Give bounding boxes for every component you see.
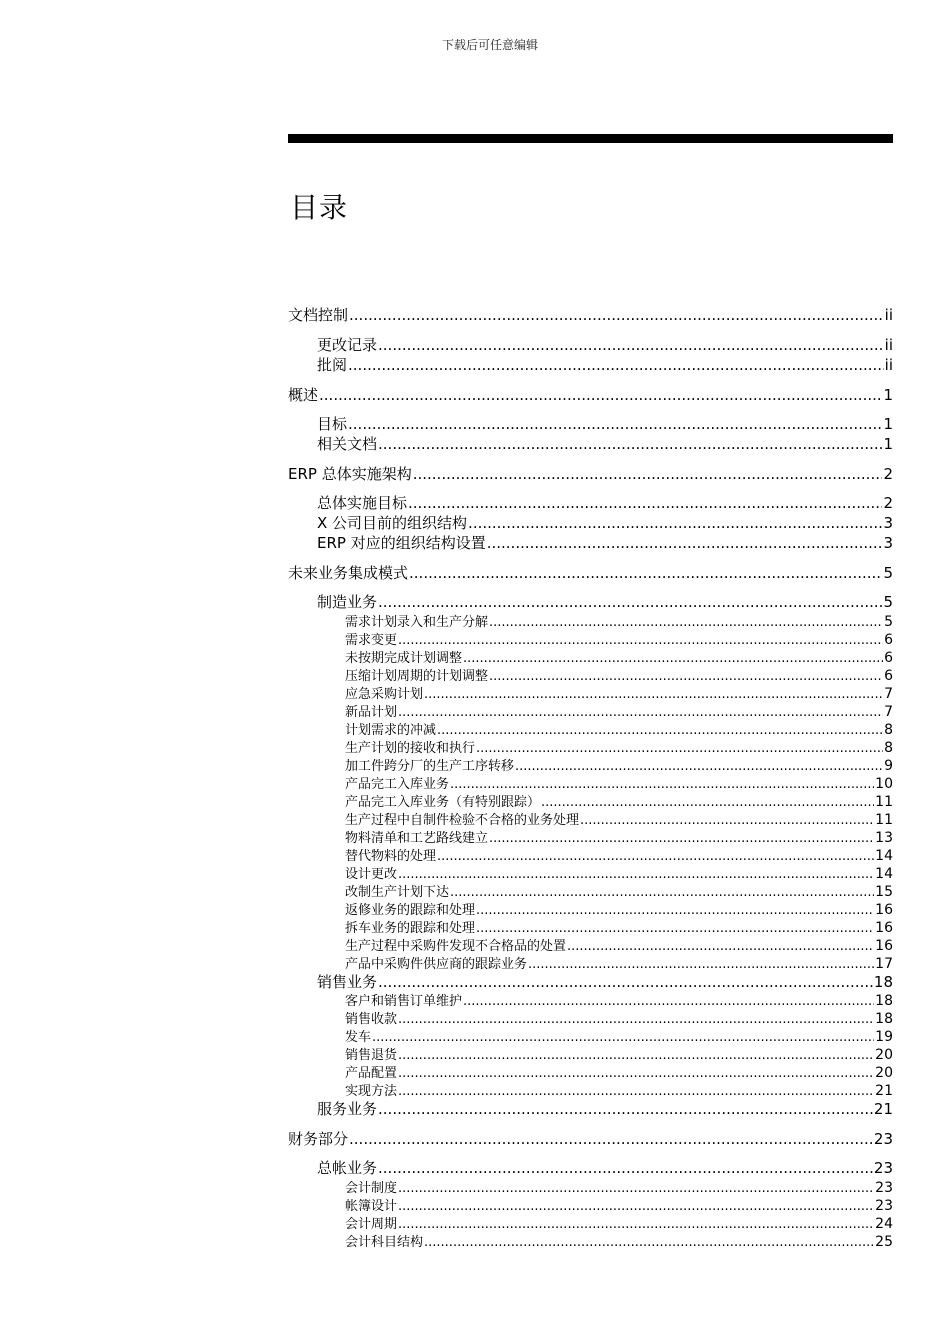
- toc-entry[interactable]: [288, 701, 893, 720]
- toc-dot-leader: [476, 741, 883, 756]
- toc-dot-leader: [567, 939, 874, 954]
- toc-entry-label: 文档控制: [288, 306, 349, 324]
- toc-entry[interactable]: [288, 827, 893, 846]
- toc-entry-label: 改制生产计划下达: [345, 885, 450, 900]
- toc-entry[interactable]: [288, 899, 893, 918]
- toc-entry[interactable]: [288, 1128, 893, 1149]
- toc-entry-page: 11: [875, 812, 893, 828]
- toc-entry-label: 产品完工入库业务（有特别跟踪）: [345, 795, 541, 810]
- toc-entry[interactable]: [288, 863, 893, 882]
- toc-dot-leader: [378, 1159, 873, 1177]
- toc-entry[interactable]: [288, 512, 893, 533]
- toc-dot-leader: [398, 1066, 874, 1081]
- title-rule: [288, 134, 893, 143]
- toc-entry-page: 13: [875, 830, 893, 846]
- toc-entry-label: 返修业务的跟踪和处理: [345, 903, 476, 918]
- toc-dot-leader: [378, 593, 882, 611]
- toc-entry[interactable]: [288, 334, 893, 355]
- toc-entry-page: 21: [873, 1100, 893, 1118]
- toc-entry-label: 销售业务: [317, 973, 378, 991]
- toc-entry-page: 2: [883, 494, 893, 512]
- toc-entry-label: 生产过程中采购件发现不合格品的处置: [345, 939, 567, 954]
- toc-entry-label: 压缩计划周期的计划调整: [345, 669, 489, 684]
- toc-dot-leader: [515, 759, 883, 774]
- toc-entry[interactable]: [288, 971, 893, 992]
- toc-entry-page: 18: [873, 973, 893, 991]
- toc-entry[interactable]: [288, 683, 893, 702]
- toc-entry-page: 3: [883, 534, 893, 552]
- toc-entry[interactable]: [288, 1062, 893, 1081]
- toc-entry[interactable]: [288, 629, 893, 648]
- toc-entry-page: 1: [883, 435, 893, 453]
- toc-entry-page: 8: [884, 740, 893, 756]
- toc-entry-label: 会计周期: [345, 1217, 398, 1232]
- toc-entry-label: 生产计划的接收和执行: [345, 741, 476, 756]
- toc-entry[interactable]: [288, 1026, 893, 1045]
- toc-entry-label: 客户和销售订单维护: [345, 994, 463, 1009]
- toc-dot-leader: [378, 1100, 873, 1118]
- toc-entry[interactable]: [288, 1098, 893, 1119]
- toc-entry-label: 总体实施目标: [317, 494, 408, 512]
- toc-dot-leader: [348, 415, 882, 433]
- toc-entry[interactable]: [288, 719, 893, 738]
- toc-entry-label: ERP 总体实施架构: [288, 465, 412, 483]
- toc-entry-label: 更改记录: [317, 336, 378, 354]
- toc-entry[interactable]: [288, 791, 893, 810]
- toc-entry[interactable]: [288, 773, 893, 792]
- toc-dot-leader: [489, 669, 883, 684]
- toc-entry-label: 应急采购计划: [345, 687, 424, 702]
- toc-dot-leader: [437, 849, 874, 864]
- toc-entry[interactable]: [288, 1177, 893, 1196]
- toc-dot-leader: [398, 1084, 874, 1099]
- toc-entry-label: 销售退货: [345, 1048, 398, 1063]
- toc-entry-label: 实现方法: [345, 1084, 398, 1099]
- toc-entry-label: 会计制度: [345, 1181, 398, 1196]
- toc-entry[interactable]: [288, 917, 893, 936]
- toc-dot-leader: [348, 356, 884, 374]
- toc-dot-leader: [398, 1012, 874, 1027]
- toc-entry[interactable]: [288, 1044, 893, 1063]
- toc-entry-page: 23: [875, 1198, 893, 1214]
- toc-entry-page: 23: [873, 1130, 893, 1148]
- toc-entry-page: 16: [875, 938, 893, 954]
- toc-entry-label: 产品中采购件供应商的跟踪业务: [345, 957, 528, 972]
- toc-entry-label: 物料清单和工艺路线建立: [345, 831, 489, 846]
- toc-entry[interactable]: [288, 532, 893, 553]
- toc-entry-page: 5: [883, 564, 893, 582]
- toc-entry-page: 1: [883, 415, 893, 433]
- toc-entry[interactable]: [288, 413, 893, 434]
- toc-entry-label: 新品计划: [345, 705, 398, 720]
- toc-entry[interactable]: [288, 1213, 893, 1232]
- toc-entry[interactable]: [288, 809, 893, 828]
- toc-entry[interactable]: [288, 1157, 893, 1178]
- toc-dot-leader: [476, 921, 874, 936]
- toc-dot-leader: [398, 633, 883, 648]
- toc-entry-page: ii: [884, 356, 893, 374]
- toc-entry-label: 计划需求的冲减: [345, 723, 437, 738]
- toc-entry-label: 制造业务: [317, 593, 378, 611]
- toc-entry-label: 替代物料的处理: [345, 849, 437, 864]
- toc-entry-page: 2: [883, 465, 893, 483]
- toc-dot-leader: [489, 831, 874, 846]
- toc-entry[interactable]: [288, 433, 893, 454]
- toc-entry-page: 23: [875, 1180, 893, 1196]
- toc-dot-leader: [424, 687, 883, 702]
- toc-entry-page: 10: [875, 776, 893, 792]
- toc-entry-label: 会计科目结构: [345, 1235, 424, 1250]
- toc-entry[interactable]: [288, 1080, 893, 1099]
- toc-dot-leader: [378, 973, 873, 991]
- toc-dot-leader: [541, 795, 874, 810]
- toc-dot-leader: [398, 1048, 874, 1063]
- toc-entry-page: 3: [883, 514, 893, 532]
- toc-entry-page: ii: [884, 306, 893, 324]
- toc-entry-page: 21: [875, 1083, 893, 1099]
- toc-entry-page: 5: [884, 614, 893, 630]
- toc-entry[interactable]: [288, 665, 893, 684]
- toc-entry[interactable]: [288, 935, 893, 954]
- toc-entry-page: 15: [875, 884, 893, 900]
- toc-entry-label: 服务业务: [317, 1100, 378, 1118]
- toc-entry-page: ii: [884, 336, 893, 354]
- toc-entry-label: 生产过程中自制件检验不合格的业务处理: [345, 813, 580, 828]
- toc-entry[interactable]: [288, 492, 893, 513]
- toc-entry-page: 14: [875, 848, 893, 864]
- toc-entry-label: 需求计划录入和生产分解: [345, 615, 489, 630]
- toc-entry[interactable]: [288, 611, 893, 630]
- toc-entry-page: 18: [875, 1011, 893, 1027]
- toc-dot-leader: [463, 994, 874, 1009]
- toc-dot-leader: [398, 1199, 874, 1214]
- toc-dot-leader: [398, 1217, 874, 1232]
- toc-entry[interactable]: [288, 737, 893, 756]
- toc-entry[interactable]: [288, 647, 893, 666]
- toc-entry-page: 6: [884, 632, 893, 648]
- toc-entry-label: 需求变更: [345, 633, 398, 648]
- toc-entry-page: 5: [883, 593, 893, 611]
- toc-entry-label: 财务部分: [288, 1130, 349, 1148]
- toc-entry[interactable]: [288, 881, 893, 900]
- toc-dot-leader: [413, 465, 883, 483]
- toc-entry[interactable]: [288, 591, 893, 612]
- toc-dot-leader: [450, 885, 874, 900]
- page-header-note: 下载后可任意编辑: [441, 38, 538, 52]
- toc-entry-page: 17: [875, 956, 893, 972]
- toc-entry-label: X 公司目前的组织结构: [317, 514, 468, 532]
- toc-dot-leader: [398, 867, 874, 882]
- toc-entry-page: 16: [875, 902, 893, 918]
- toc-entry-label: 销售收款: [345, 1012, 398, 1027]
- toc-entry-label: 目标: [317, 415, 348, 433]
- toc-entry[interactable]: [288, 1008, 893, 1027]
- toc-entry-label: 发车: [345, 1030, 372, 1045]
- toc-entry-page: 20: [875, 1065, 893, 1081]
- toc-dot-leader: [319, 386, 882, 404]
- toc-dot-leader: [463, 651, 883, 666]
- toc-dot-leader: [398, 1181, 874, 1196]
- toc-entry-page: 19: [875, 1029, 893, 1045]
- toc-entry-page: 1: [883, 386, 893, 404]
- toc-dot-leader: [468, 514, 882, 532]
- toc-entry[interactable]: [288, 755, 893, 774]
- toc-dot-leader: [528, 957, 874, 972]
- toc-entry-page: 7: [884, 686, 893, 702]
- toc-entry-label: 设计更改: [345, 867, 398, 882]
- toc-entry-label: 拆车业务的跟踪和处理: [345, 921, 476, 936]
- toc-entry-label: 未按期完成计划调整: [345, 651, 463, 666]
- toc-dot-leader: [476, 903, 874, 918]
- toc-entry-label: 相关文档: [317, 435, 378, 453]
- toc-entry-page: 25: [875, 1234, 893, 1250]
- toc-dot-leader: [580, 813, 874, 828]
- toc-entry-label: 总帐业务: [317, 1159, 378, 1177]
- toc-entry-label: 未来业务集成模式: [288, 564, 409, 582]
- toc-entry-page: 24: [875, 1216, 893, 1232]
- toc-dot-leader: [398, 705, 883, 720]
- toc-dot-leader: [372, 1030, 874, 1045]
- toc-dot-leader: [489, 615, 883, 630]
- toc-dot-leader: [349, 1130, 873, 1148]
- toc-dot-leader: [409, 564, 882, 582]
- toc-entry[interactable]: [288, 463, 893, 484]
- toc-entry[interactable]: [288, 1231, 893, 1250]
- toc-entry[interactable]: [288, 845, 893, 864]
- toc-dot-leader: [437, 723, 883, 738]
- toc-dot-leader: [349, 306, 884, 324]
- toc-entry-label: 帐簿设计: [345, 1199, 398, 1214]
- toc-entry-label: ERP 对应的组织结构设置: [317, 534, 486, 552]
- page-title: 目录: [290, 191, 349, 224]
- toc-entry-page: 6: [884, 650, 893, 666]
- toc-entry-page: 7: [884, 704, 893, 720]
- toc-entry[interactable]: [288, 562, 893, 583]
- toc-dot-leader: [378, 336, 884, 354]
- toc-entry-page: 6: [884, 668, 893, 684]
- toc-entry-page: 14: [875, 866, 893, 882]
- toc-entry-page: 23: [873, 1159, 893, 1177]
- toc-entry[interactable]: [288, 384, 893, 405]
- toc-entry[interactable]: [288, 354, 893, 375]
- toc-dot-leader: [487, 534, 883, 552]
- toc-dot-leader: [378, 435, 882, 453]
- toc-entry-label: 加工件跨分厂的生产工序转移: [345, 759, 515, 774]
- toc-entry-page: 18: [875, 993, 893, 1009]
- toc-entry[interactable]: [288, 953, 893, 972]
- toc-entry-page: 11: [875, 794, 893, 810]
- toc-entry[interactable]: [288, 1195, 893, 1214]
- toc-entry-page: 16: [875, 920, 893, 936]
- toc-entry-page: 20: [875, 1047, 893, 1063]
- toc-entry-label: 产品配置: [345, 1066, 398, 1081]
- toc-entry-page: 9: [884, 758, 893, 774]
- toc-entry-label: 批阅: [317, 356, 348, 374]
- toc-dot-leader: [424, 1235, 874, 1250]
- toc-dot-leader: [450, 777, 874, 792]
- toc-entry-page: 8: [884, 722, 893, 738]
- toc-entry-label: 产品完工入库业务: [345, 777, 450, 792]
- toc-entry-label: 概述: [288, 386, 319, 404]
- toc-entry[interactable]: [288, 990, 893, 1009]
- toc-entry[interactable]: [288, 304, 893, 325]
- toc-dot-leader: [408, 494, 882, 512]
